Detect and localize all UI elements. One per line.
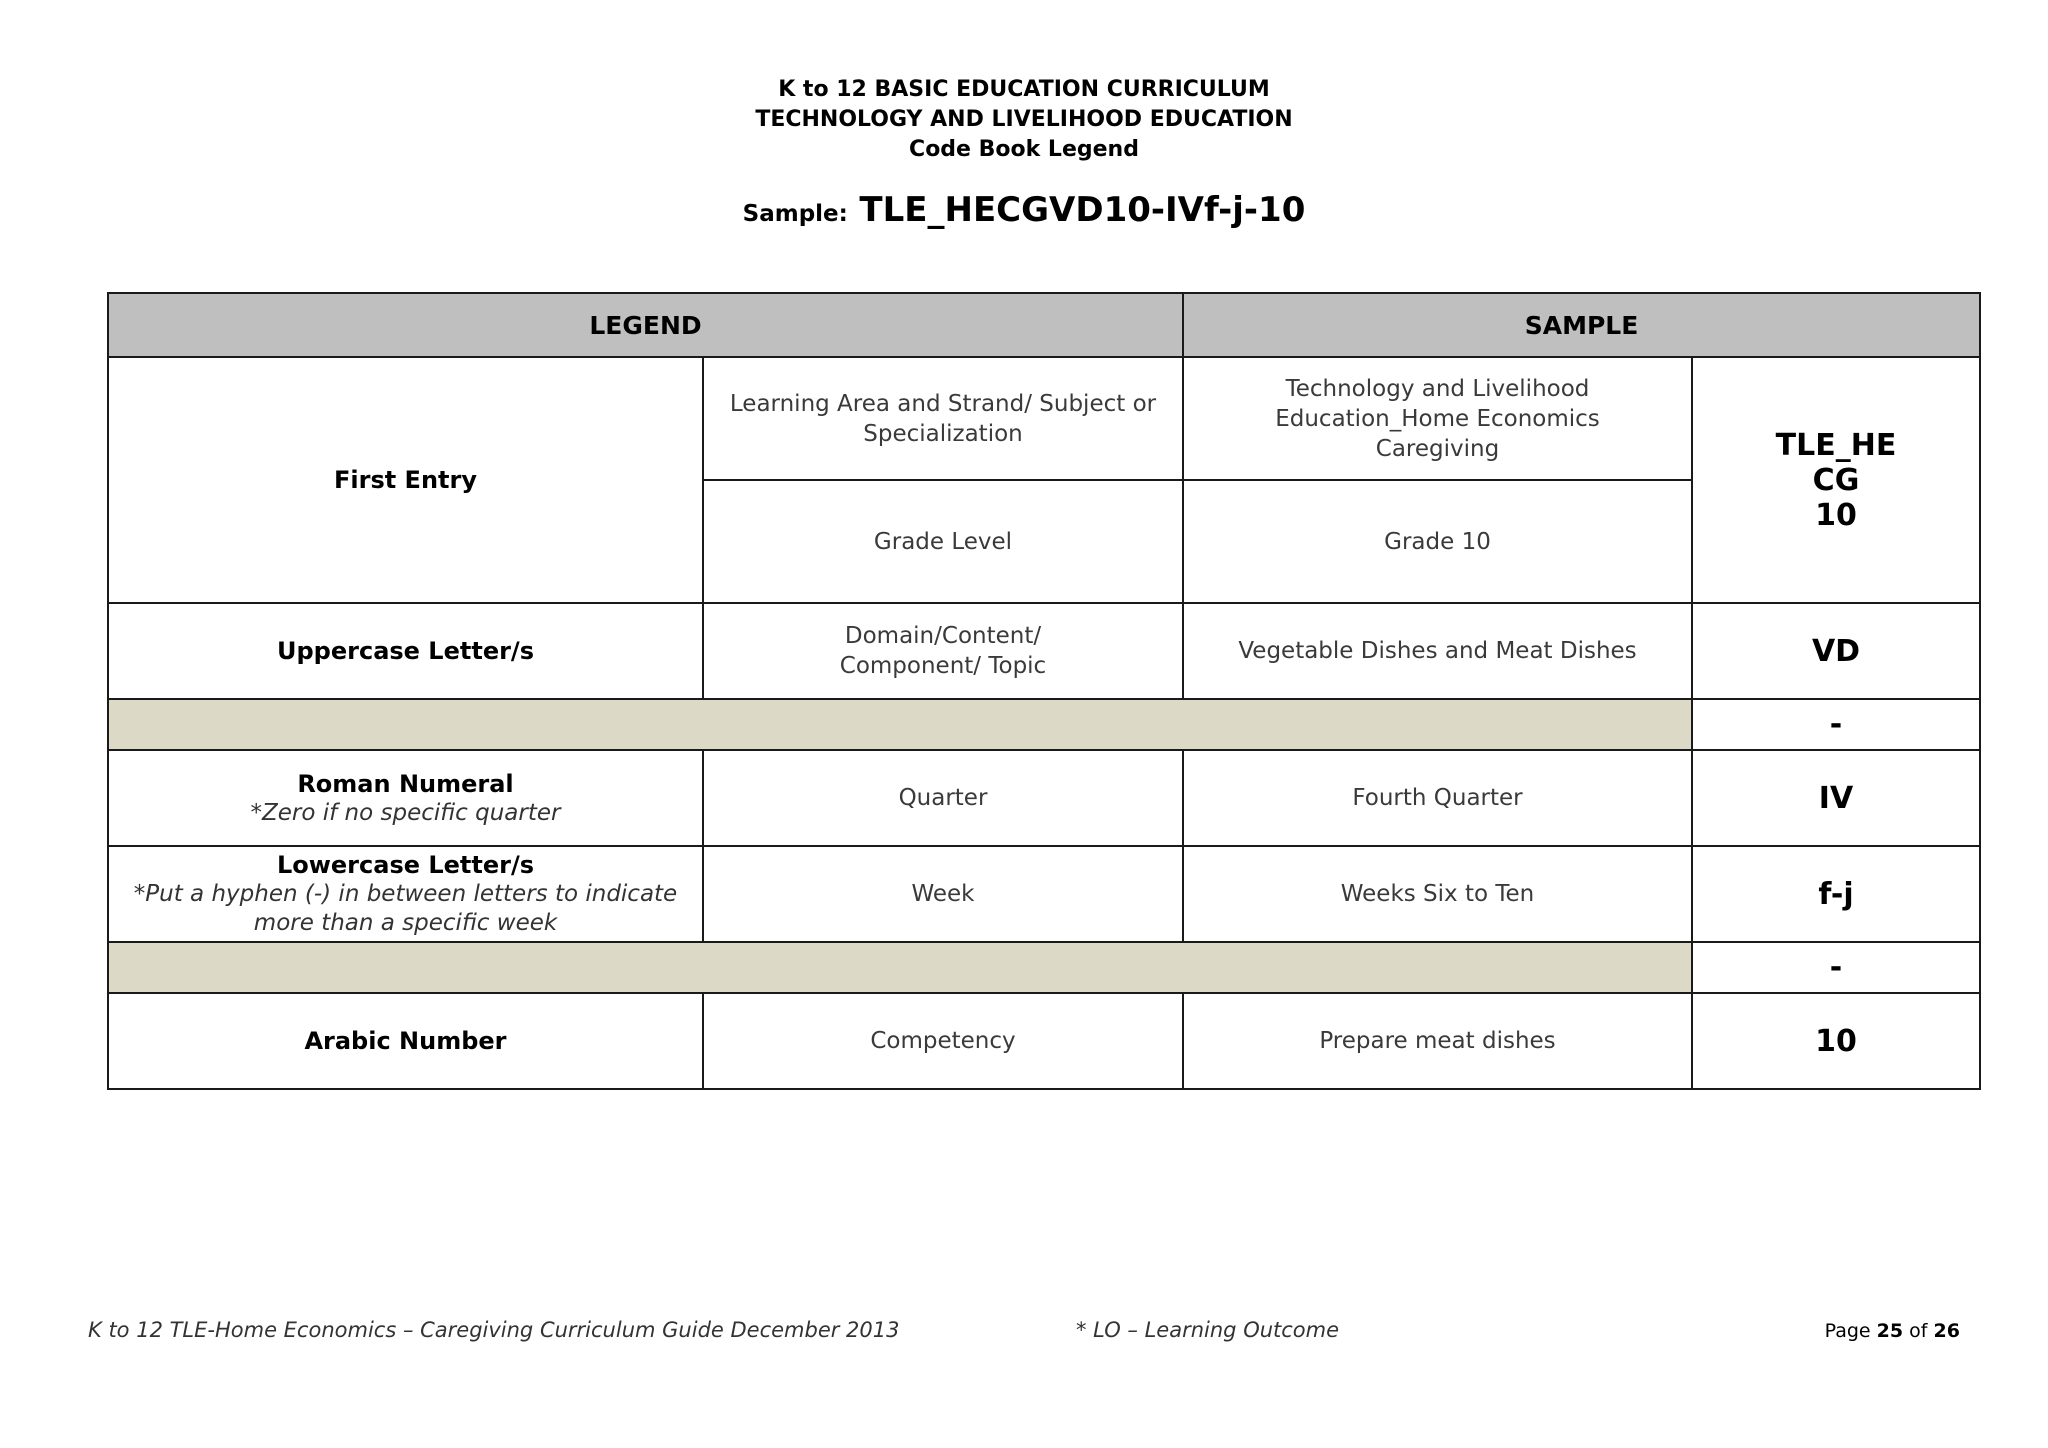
arabic-sample: Prepare meat dishes xyxy=(1183,993,1692,1089)
first-entry-code-line3: 10 xyxy=(1815,497,1857,533)
sample-label: Sample: xyxy=(742,201,848,227)
roman-label: Roman Numeral xyxy=(297,769,514,798)
first-entry-code xyxy=(1692,357,1980,603)
uppercase-desc-line2: Component/ Topic xyxy=(839,653,1047,679)
lowercase-code: f-j xyxy=(1692,846,1980,942)
document-header xyxy=(0,75,2048,165)
uppercase-label: Uppercase Letter/s xyxy=(108,603,703,699)
footer-document-title: K to 12 TLE-Home Economics – Caregiving Curriculum Guide December 2013 xyxy=(88,1318,900,1342)
page-of: of xyxy=(1909,1320,1928,1342)
separator-1-code: - xyxy=(1692,699,1980,750)
legend-header: LEGEND xyxy=(108,293,1183,357)
separator-2-code: - xyxy=(1692,942,1980,993)
first-entry-sample-1 xyxy=(1183,357,1692,480)
sample-code: TLE_HECGVD10-IVf-j-10 xyxy=(859,190,1306,230)
first-entry-sample-2: Grade 10 xyxy=(1183,480,1692,603)
uppercase-sample: Vegetable Dishes and Meat Dishes xyxy=(1183,603,1692,699)
page-number xyxy=(1825,1320,1960,1342)
uppercase-desc xyxy=(703,603,1183,699)
roman-cell xyxy=(108,750,703,846)
first-entry-desc-1: Learning Area and Strand/ Subject or Specialization xyxy=(703,357,1183,480)
first-entry-code-line1: TLE_HE xyxy=(1775,427,1897,463)
first-entry-desc-2: Grade Level xyxy=(703,480,1183,603)
roman-code: IV xyxy=(1692,750,1980,846)
page-current: 25 xyxy=(1876,1320,1904,1342)
arabic-label: Arabic Number xyxy=(108,993,703,1089)
lowercase-desc: Week xyxy=(703,846,1183,942)
header-title-line2: TECHNOLOGY AND LIVELIHOOD EDUCATION xyxy=(755,107,1293,132)
uppercase-code: VD xyxy=(1692,603,1980,699)
uppercase-desc-line1: Domain/Content/ xyxy=(844,623,1042,649)
first-entry-sample-1-line1: Technology and Livelihood Education_Home Economics xyxy=(1275,375,1600,432)
lowercase-label: Lowercase Letter/s xyxy=(276,851,535,879)
table-row xyxy=(108,357,1980,480)
table-header-row xyxy=(108,293,1980,357)
arabic-desc: Competency xyxy=(703,993,1183,1089)
sample-header: SAMPLE xyxy=(1183,293,1980,357)
page-label: Page xyxy=(1824,1320,1871,1342)
separator-row xyxy=(108,942,1980,993)
separator-fill xyxy=(108,942,1692,993)
arabic-code: 10 xyxy=(1692,993,1980,1089)
table-row xyxy=(108,750,1980,846)
separator-fill xyxy=(108,699,1692,750)
table-row xyxy=(108,603,1980,699)
lowercase-cell xyxy=(108,846,703,942)
roman-note: *Zero if no specific quarter xyxy=(250,799,561,826)
first-entry-code-line2: CG xyxy=(1812,462,1860,498)
header-title-line3: Code Book Legend xyxy=(909,137,1139,162)
code-book-legend-table xyxy=(107,292,1981,1090)
lowercase-note: *Put a hyphen (-) in between letters to indicate more than a specific week xyxy=(133,881,678,936)
roman-desc: Quarter xyxy=(703,750,1183,846)
separator-row xyxy=(108,699,1980,750)
table-row xyxy=(108,846,1980,942)
table-row xyxy=(108,993,1980,1089)
page-total: 26 xyxy=(1933,1320,1960,1342)
roman-sample: Fourth Quarter xyxy=(1183,750,1692,846)
first-entry-label: First Entry xyxy=(108,357,703,603)
sample-code-line xyxy=(0,190,2048,230)
lowercase-sample: Weeks Six to Ten xyxy=(1183,846,1692,942)
footer-lo-note: * LO – Learning Outcome xyxy=(1076,1318,1340,1342)
header-title-line1: K to 12 BASIC EDUCATION CURRICULUM xyxy=(778,77,1270,102)
first-entry-sample-1-line2: Caregiving xyxy=(1375,435,1500,462)
